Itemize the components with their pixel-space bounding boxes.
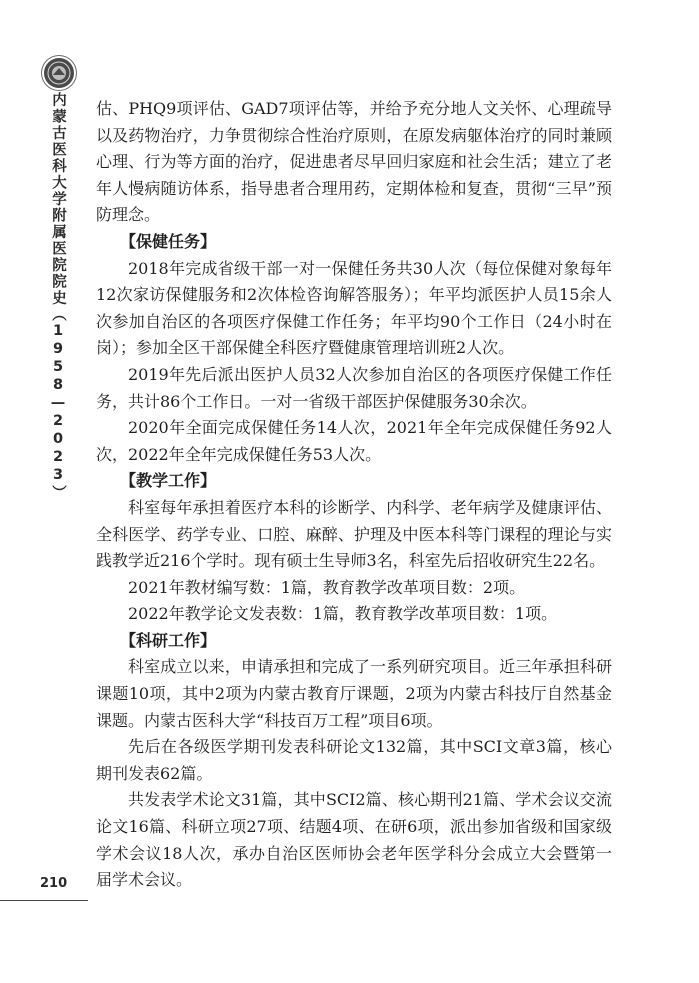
paragraph: 2022年教学论文发表数：1篇，教育教学改革项目数：1项。 (128, 604, 558, 624)
section-heading: 【保健任务】 (120, 231, 217, 251)
paragraph: 2020年全面完成保健任务14人次，2021年全年完成保健任务92人次，2022年全年完成保健任务53人次。 (96, 418, 612, 464)
section-heading: 【科研工作】 (120, 630, 217, 650)
sidebar (0, 0, 88, 983)
page-body (96, 96, 612, 894)
paragraph: 2021年教材编写数：1篇，教育教学改革项目数：2项。 (128, 577, 526, 597)
paragraph: 科室成立以来，申请承担和完成了一系列研究项目。近三年承担科研课题10项，其中2项为内蒙古教育厅课题，2项为内蒙古科技厅自然基金课题。内蒙古医科大学“科技百万工程”项目6项。 (96, 657, 612, 730)
footer-rule (0, 900, 88, 901)
page-number: 210 (40, 876, 68, 891)
paragraph: 共发表学术论文31篇，其中SCI2篇、核心期刊21篇、学术会议交流论文16篇、科研立项27项、结题4项、在研6项，派出参加省级和国家级学术会议18人次，承办自治区医师协会老年医学科分会成立大会暨第一届学术会议。 (96, 790, 612, 890)
paragraph: 2019年先后派出医护人员32人次参加自治区的各项医疗保健工作任务，共计86个工作日。一对一省级干部医护保健服务30余次。 (96, 364, 612, 411)
paragraph: 估、PHQ9项评估、GAD7项评估等，并给予充分地人文关怀、心理疏导以及药物治疗，力争贯彻综合性治疗原则，在原发病躯体治疗的同时兼顾心理、行为等方面的治疗，促进患者尽早回归家庭和社会生活；建立了老年人慢病随访体系，指导患者合理用药，定期体检和复查，贯彻“三早”预防理念。 (96, 99, 612, 225)
paragraph: 先后在各级医学期刊发表科研论文132篇，其中SCI文章3篇，核心期刊发表62篇。 (96, 737, 612, 783)
section-heading: 【教学工作】 (120, 471, 217, 491)
paragraph: 2018年完成省级干部一对一保健任务共30人次（每位保健对象每年12次家访保健服务和2次体检咨询解答服务）；年平均派医护人员15余人次参加自治区的各项医疗保健工作任务；年平均90个工作日（24小时在岗）；参加全区干部保健全科医疗暨健康管理培训班2人次。 (96, 258, 612, 358)
university-logo-icon (44, 58, 74, 88)
paragraph: 科室每年承担着医疗本科的诊断学、内科学、老年病学及健康评估、全科医学、药学专业、口腔、麻醉、护理及中医本科等门课程的理论与实践教学近216个学时。现有硕士生导师3名，科室先后招收研究生22名。 (96, 497, 612, 571)
running-title: 内蒙古医科大学附属医院院史（1958—2023） (50, 92, 66, 502)
